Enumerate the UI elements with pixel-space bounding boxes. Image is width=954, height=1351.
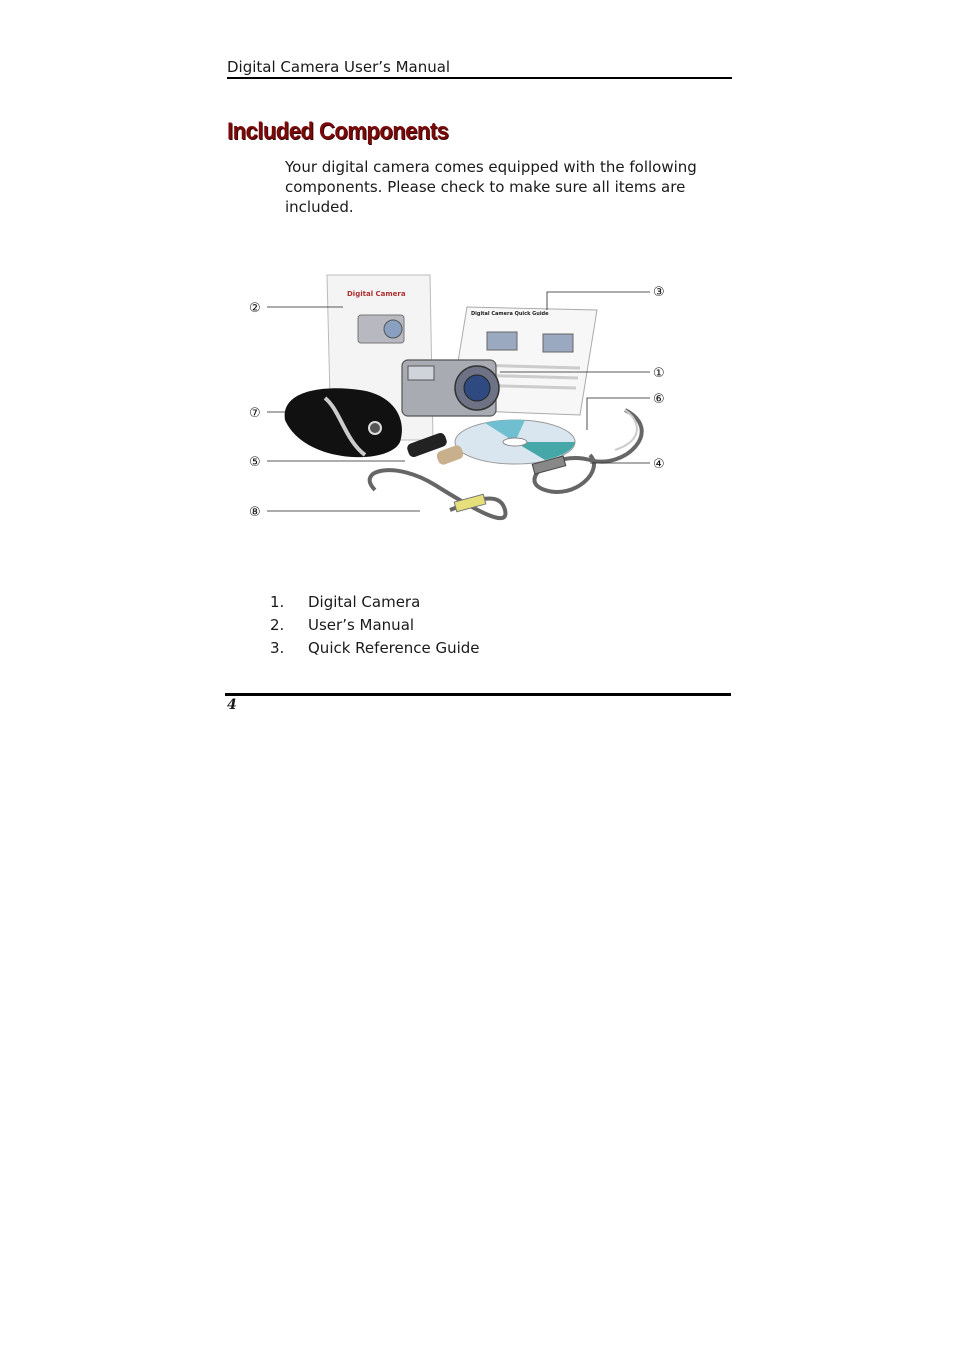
quick-guide-text: Digital Camera Quick Guide <box>471 311 549 317</box>
list-item <box>270 637 480 660</box>
components-list <box>270 591 480 660</box>
list-item-number: 2. <box>270 616 285 634</box>
list-item <box>270 614 480 637</box>
list-item <box>270 591 480 614</box>
running-title: Digital Camera User’s Manual <box>227 58 451 76</box>
callout-2: ② <box>249 301 261 316</box>
page-number: 4 <box>227 697 237 713</box>
intro-paragraph: Your digital camera comes equipped with the following components. Please check to make sure all items are included. <box>285 158 697 216</box>
running-header <box>227 57 732 79</box>
section-title: Included Components <box>227 118 449 145</box>
components-illustration <box>245 270 675 540</box>
callout-1: ① <box>653 366 665 381</box>
callout-6: ⑥ <box>653 392 665 407</box>
callout-5: ⑤ <box>249 455 261 470</box>
footer-divider <box>225 693 731 696</box>
pouch-illustration <box>285 388 402 457</box>
list-item-label: Quick Reference Guide <box>308 639 480 657</box>
callout-3: ③ <box>653 285 665 300</box>
callout-7: ⑦ <box>249 406 261 421</box>
list-item-number: 1. <box>270 593 285 611</box>
manual-cover-text: Digital Camera <box>347 290 406 298</box>
callout-8: ⑧ <box>249 505 261 520</box>
camera-illustration <box>402 360 499 416</box>
list-item-label: Digital Camera <box>308 593 421 611</box>
list-item-label: User’s Manual <box>308 616 415 634</box>
list-item-number: 3. <box>270 639 285 657</box>
callout-4: ④ <box>653 457 665 472</box>
